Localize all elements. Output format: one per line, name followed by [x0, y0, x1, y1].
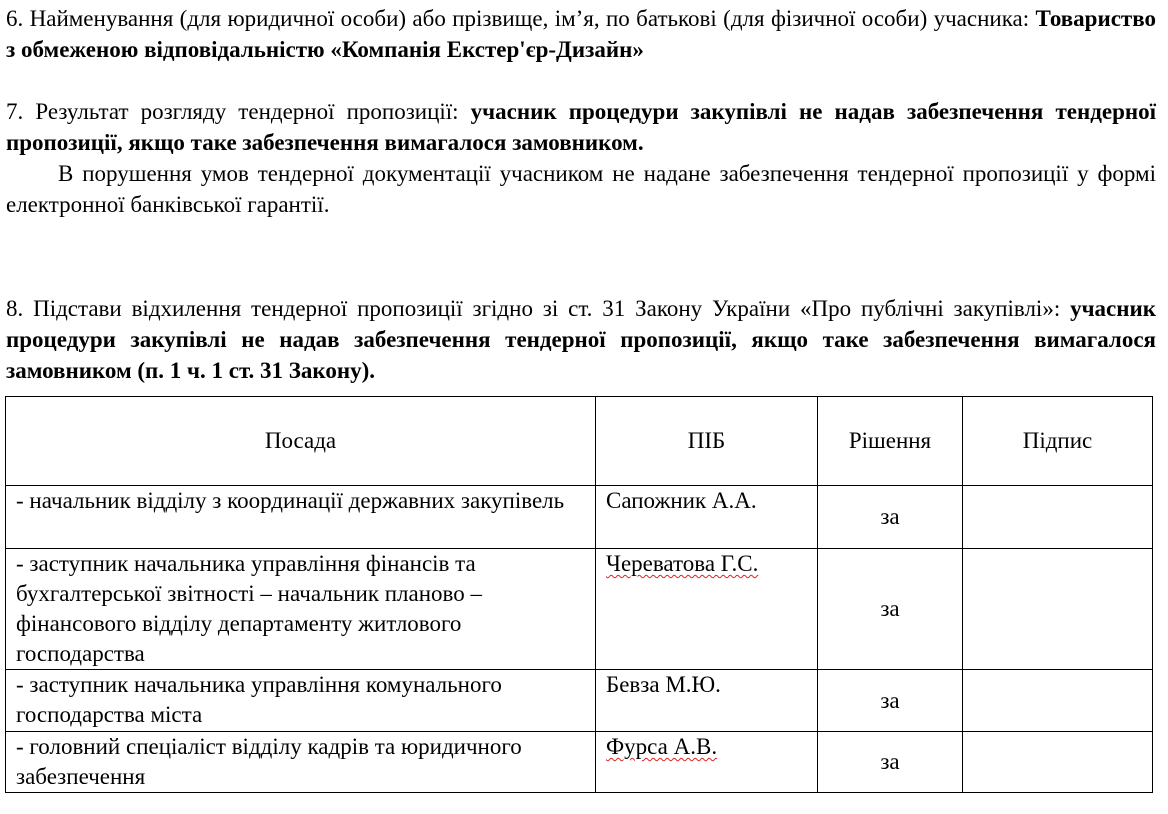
header-decision: Рішення: [818, 397, 963, 486]
cell-name: [596, 732, 818, 793]
cell-decision: за: [818, 732, 963, 793]
cell-signature[interactable]: [963, 732, 1153, 793]
table-row: [6, 486, 1153, 549]
header-name: ПІБ: [596, 397, 818, 486]
section-7-note: В порушення умов тендерної документації учасником не надане забезпечення тендерної пропозиції у формі електронної банківської гарантії.: [6, 161, 1156, 217]
spellcheck-underlined-name: Череватова Г.С.: [606, 551, 759, 576]
cell-signature[interactable]: [963, 670, 1153, 732]
cell-signature[interactable]: [963, 549, 1153, 670]
cell-position: - головний спеціаліст відділу кадрів та юридичного забезпечення: [6, 732, 596, 793]
section-6-participant-name: [6, 3, 1156, 65]
section-8-grounds: [6, 293, 1156, 386]
spellcheck-underlined-name: Фурса А.В.: [606, 734, 718, 759]
section-6-value: Товариство з обмеженою відповідальністю «Компанія Екстер'єр-Дизайн»: [6, 6, 1156, 62]
cell-position: - заступник начальника управління фінансів та бухгалтерської звітності – начальник планово – фінансового відділу департаменту житлового господарства: [6, 549, 596, 670]
section-6-label: 6. Найменування (для юридичної особи) або прізвище, ім’я, по батькові (для фізичної особи) учасника:: [6, 6, 1036, 31]
cell-position: - начальник відділу з координації державних закупівель: [6, 486, 596, 549]
section-7-result: [6, 96, 1156, 158]
header-position: Посада: [6, 397, 596, 486]
cell-name: [596, 549, 818, 670]
header-signature: Підпис: [963, 397, 1153, 486]
section-8-value: учасник процедури закупівлі не надав забезпечення тендерної пропозиції, якщо таке забезпечення вимагалося замовником (п. 1 ч. 1 ст. 31 Закону).: [6, 296, 1156, 383]
cell-position: - заступник начальника управління комунального господарства міста: [6, 670, 596, 732]
document-page: [6, 3, 1156, 386]
cell-decision: за: [818, 486, 963, 549]
commission-table: [5, 396, 1153, 793]
section-7-label: 7. Результат розгляду тендерної пропозиції:: [6, 99, 471, 124]
table-row: [6, 670, 1153, 732]
cell-decision: за: [818, 549, 963, 670]
table-header-row: [6, 397, 1153, 486]
table-row: [6, 732, 1153, 793]
section-8-label: 8. Підстави відхилення тендерної пропозиції згідно зі ст. 31 Закону України «Про публічні закупівлі»:: [6, 296, 1071, 321]
cell-name: Сапожник А.А.: [596, 486, 818, 549]
cell-signature[interactable]: [963, 486, 1153, 549]
cell-decision: за: [818, 670, 963, 732]
cell-name: Бевза М.Ю.: [596, 670, 818, 732]
table-row: [6, 549, 1153, 670]
section-7-value: учасник процедури закупівлі не надав забезпечення тендерної пропозиції, якщо таке забезпечення вимагалося замовником.: [6, 99, 1156, 155]
